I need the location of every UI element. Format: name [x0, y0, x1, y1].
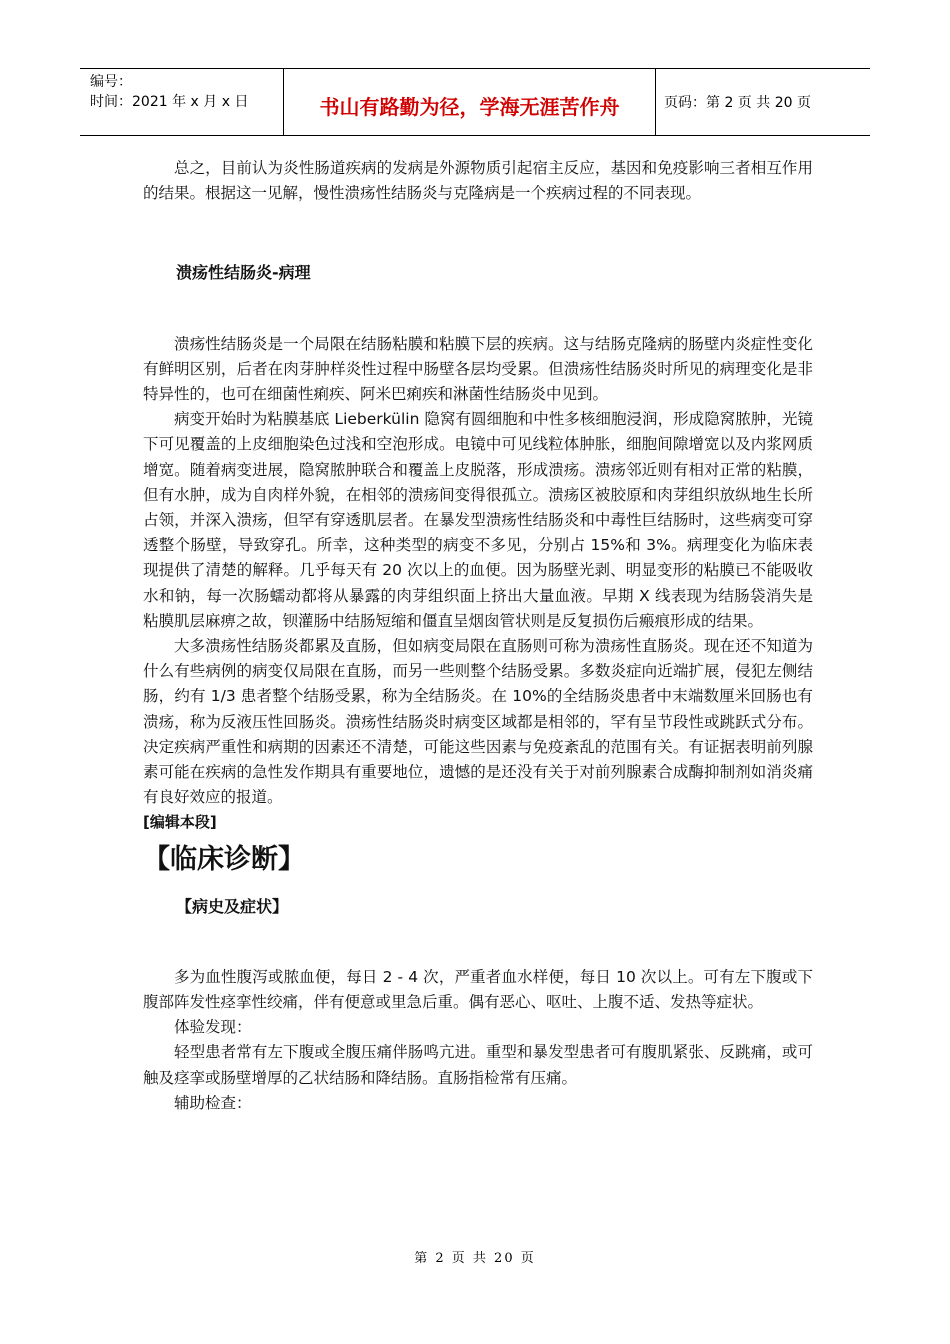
edit-section-link[interactable]: [编辑本段]	[143, 813, 217, 832]
page-header	[80, 68, 870, 136]
document-body	[143, 156, 813, 1116]
heading-clinical-diagnosis: 【临床诊断】	[143, 843, 305, 875]
header-motto: 书山有路勤为径，学海无涯苦作舟	[284, 69, 656, 135]
document-number-label: 编号：	[90, 74, 132, 90]
section-heading-pathology: 溃疡性结肠炎-病理	[176, 263, 311, 283]
page-footer: 第 2 页 共 20 页	[414, 1251, 536, 1266]
header-meta	[80, 69, 284, 135]
paragraph-history: 多为血性腹泻或脓血便，每日 2 - 4 次，严重者血水样便，每日 10 次以上。可有左下腹或下腹部阵发性痉挛性绞痛，伴有便意或里急后重。偶有恶心、呕吐、上腹不适、发热等症状。	[143, 967, 813, 1012]
section-heading-history: 【病史及症状】	[176, 896, 289, 916]
paragraph-intro: 总之，目前认为炎性肠道疾病的发病是外源物质引起宿主反应，基因和免疫影响三者相互作用的结果。根据这一见解，慢性溃疡性结肠炎与克隆病是一个疾病过程的不同表现。	[143, 159, 813, 203]
paragraph-pathology-1: 溃疡性结肠炎是一个局限在结肠粘膜和粘膜下层的疾病。这与结肠克隆病的肠壁内炎症性变化有鲜明区别，后者在肉芽肿样炎性过程中肠壁各层均受累。但溃疡性结肠炎时所见的病理变化是非特异性的，也可在细菌性痢疾、阿米巴痢疾和淋菌性结肠炎中见到。	[143, 334, 813, 404]
paragraph-pathology-2: 病变开始时为粘膜基底 Lieberkülin 隐窝有圆细胞和中性多核细胞浸润，形成隐窝脓肿，光镜下可见覆盖的上皮细胞染色过浅和空泡形成。电镜中可见线粒体肿胀，细胞间隙增宽以及内浆网质增宽。随着病变进展，隐窝脓肿联合和覆盖上皮脱落，形成溃疡。溃疡邻近则有相对正常的粘膜，但有水肿，成为自肉样外貌，在相邻的溃疡间变得很孤立。溃疡区被胶原和肉芽组织放纵地生长所占领，并深入溃疡，但罕有穿透肌层者。在暴发型溃疡性结肠炎和中毒性巨结肠时，这些病变可穿透整个肠壁，导致穿孔。所幸，这种类型的病变不多见，分别占 15%和 3%。病理变化为临床表现提供了清楚的解释。几乎每天有 20 次以上的血便。因为肠壁光剥、明显变形的粘膜已不能吸收水和钠，每一次肠蠕动都将从暴露的肉芽组织面上挤出大量血液。早期 X 线表现为结肠袋消失是粘膜肌层麻痹之故，钡灌肠中结肠短缩和僵直呈烟囱管状则是反复损伤后瘢痕形成的结果。	[143, 410, 813, 630]
paragraph-exam-label: 体验发现：	[174, 1018, 252, 1037]
paragraph-pathology-3: 大多溃疡性结肠炎都累及直肠，但如病变局限在直肠则可称为溃疡性直肠炎。现在还不知道为什么有些病例的病变仅局限在直肠，而另一些则整个结肠受累。多数炎症向近端扩展，侵犯左侧结肠，约有 1/3 患者整个结肠受累，称为全结肠炎。在 10%的全结肠炎患者中末端数厘米回肠也有溃疡，称为反液压性回肠炎。溃疡性结肠炎时病变区域都是相邻的，罕有呈节段性或跳跃式分布。决定疾病严重性和病期的因素还不清楚，可能这些因素与免疫紊乱的范围有关。有证据表明前列腺素可能在疾病的急性发作期具有重要地位，遗憾的是还没有关于对前列腺素合成酶抑制剂如消炎痛有良好效应的报道。	[143, 637, 813, 807]
paragraph-exam: 轻型患者常有左下腹或全腹压痛伴肠鸣亢进。重型和暴发型患者可有腹肌紧张、反跳痛，或可触及痉挛或肠壁增厚的乙状结肠和降结肠。直肠指检常有压痛。	[143, 1043, 813, 1087]
document-time-label: 时间：2021 年 x 月 x 日	[90, 94, 249, 110]
paragraph-aux-label: 辅助检查：	[174, 1093, 252, 1112]
header-page-info: 页码：第 2 页 共 20 页	[664, 95, 811, 111]
